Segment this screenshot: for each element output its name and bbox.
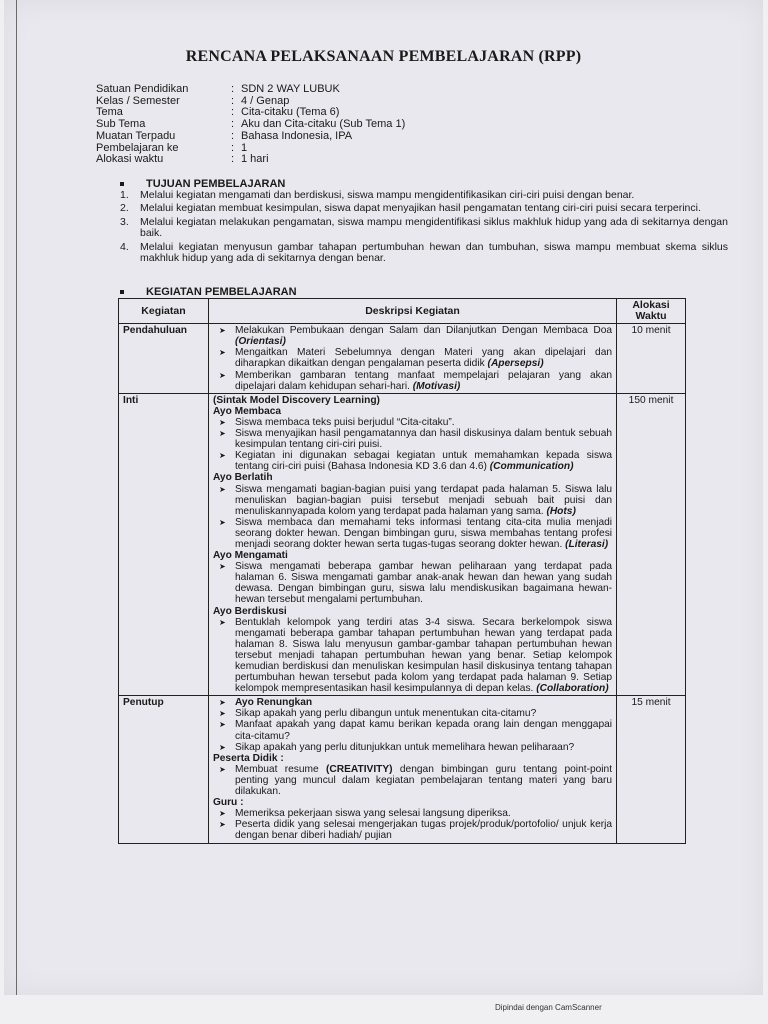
arrow-bullet-icon: ➤: [218, 348, 226, 358]
item-body: Siswa membaca dan memahami teks informasi tentang cita-cita mulia menjadi seorang dokter hewan. Dengan bimbingan guru, siswa membahas tentang profesi menjadi seorang dokter hewan serta tugas-tugas seorang dokter hewan.: [234, 516, 613, 550]
info-colon: :: [231, 129, 235, 142]
info-label: Pembelajaran ke: [96, 141, 179, 154]
list-item: [213, 808, 612, 819]
activities-heading-text: KEGIATAN PEMBELAJARAN: [146, 286, 297, 298]
activities-heading: [120, 286, 297, 298]
list-item: [213, 708, 612, 719]
phase-name: Pendahuluan: [119, 324, 209, 394]
header-kegiatan: Kegiatan: [119, 299, 209, 324]
arrow-bullet-icon: ➤: [218, 484, 226, 494]
list-item: [213, 764, 612, 797]
item-number: 4.: [120, 240, 129, 253]
item-text: [235, 450, 612, 472]
list-item: [120, 190, 728, 201]
list-item: [213, 370, 612, 392]
list-item: [120, 203, 728, 214]
item-text: [235, 561, 612, 605]
activities-table: [118, 298, 686, 844]
phase-time: 150 menit: [617, 393, 686, 696]
info-value: Bahasa Indonesia, IPA: [241, 129, 353, 142]
arrow-bullet-icon: ➤: [218, 720, 226, 730]
item-body: Peserta didik yang selesai mengerjakan tugas projek/produk/portofolio/ unjuk kerja dengan benar diberi hadiah/ pujian: [234, 819, 613, 842]
item-number: 2.: [120, 202, 129, 215]
list-item: [120, 242, 728, 265]
item-text: [235, 708, 536, 719]
item-text: [235, 428, 612, 450]
item-text: [235, 347, 612, 369]
info-label: Alokasi waktu: [96, 153, 164, 166]
item-body: Mengaitkan Materi Sebelumnya dengan Materi yang akan dipelajari dan diharapkan dikaitkan dengan pengalaman peserta didik: [234, 347, 613, 370]
item-body: Bentuklah kelompok yang terdiri atas 3-4 siswa. Secara berkelompok siswa mengamati beberapa gambar tahapan pertumbuhan hewan yang terdapat pada halaman 8. Siswa lalu menyusun gambar-gambar tahapan pertumbuhan hewan tersebut menjadi tahapan pertumbuhan hewan yang benar. Setiap kelompok kemudian berdiskusi dan menuliskan kesimpulan hasil diskusinya tentang tahapan pertumbuhan hewan tersebut pada kolom yang terdapat pada halaman 9. Setiap kelompok mempresentasikan hasil kesimpulannya di depan kelas.: [234, 616, 613, 695]
section-title: Guru :: [212, 797, 244, 809]
bullet-icon: [120, 290, 124, 294]
item-list: [213, 764, 612, 797]
info-label: Muatan Terpadu: [96, 129, 176, 142]
table-row-penutup: [119, 696, 686, 843]
objectives-heading-text: TUJUAN PEMBELAJARAN: [146, 178, 286, 190]
item-text: Melalui kegiatan membuat kesimpulan, siswa dapat menyajikan hasil pengamatan tentang ciri-ciri puisi secara terperinci.: [140, 202, 701, 215]
list-item: ➤ Ayo Renungkan: [213, 697, 612, 708]
item-body: Siswa membaca teks puisi berjudul “Cita-citaku”.: [234, 416, 455, 428]
info-colon: :: [231, 153, 235, 166]
objectives-list: [120, 190, 728, 266]
arrow-bullet-icon: ➤: [218, 617, 226, 627]
table-row-inti: [119, 393, 686, 696]
item-emphasis: (Literasi): [565, 538, 609, 550]
section-title: Ayo Mengamati: [212, 550, 288, 562]
item-body: Memberikan gambaran tentang manfaat mempelajari pelajaran yang akan dipelajari dalam kehidupan sehari-hari.: [234, 369, 613, 392]
arrow-bullet-icon: ➤: [218, 517, 226, 527]
phase-description: [208, 393, 616, 696]
arrow-bullet-icon: ➤: [218, 429, 226, 439]
phase-description: [208, 696, 616, 843]
info-value: 4 / Genap: [241, 94, 290, 107]
arrow-bullet-icon: ➤: [218, 370, 226, 380]
table-header-row: [119, 299, 686, 324]
item-list: [213, 484, 612, 551]
section-title: Ayo Berlatih: [212, 472, 273, 484]
item-text: Melalui kegiatan melakukan pengamatan, siswa mampu mengidentifikasi siklus makhluk hidup yang ada di sekitarnya dengan baik.: [140, 215, 728, 240]
item-number: 1.: [120, 189, 129, 201]
arrow-bullet-icon: ➤: [218, 709, 226, 719]
header-alokasi-waktu: Alokasi Waktu: [617, 299, 686, 324]
arrow-bullet-icon: ➤: [218, 326, 226, 336]
info-label: Kelas / Semester: [96, 94, 180, 107]
item-list: [213, 417, 612, 472]
item-emphasis: (Hots): [546, 505, 576, 517]
item-text: Melalui kegiatan mengamati dan berdiskusi, siswa mampu mengidentifikasikan ciri-ciri puisi dengan benar.: [140, 189, 635, 201]
phase-description: [208, 324, 616, 394]
list-item: [213, 819, 612, 841]
item-emphasis: (Apersepsi): [487, 358, 544, 370]
list-item: [213, 517, 612, 550]
item-text: [235, 808, 511, 819]
item-text: [235, 484, 612, 517]
scanner-watermark: Dipindai dengan CamScanner: [495, 1003, 602, 1012]
item-number: 3.: [120, 215, 129, 228]
item-text: Melalui kegiatan menyusun gambar tahapan pertumbuhan hewan dan tumbuhan, siswa mampu membuat skema siklus makhluk hidup yang ada di sekitarnya dengan benar.: [140, 240, 728, 265]
info-colon: :: [231, 141, 235, 154]
info-colon: :: [231, 106, 235, 119]
model-title: (Sintak Model Discovery Learning): [212, 394, 380, 406]
item-body: Sikap apakah yang perlu dibangun untuk menentukan cita-citamu?: [234, 708, 537, 720]
item-list: [213, 808, 612, 841]
phase-name: Inti: [119, 393, 209, 696]
list-item: [213, 719, 612, 741]
item-list: [213, 617, 612, 695]
list-item: [213, 484, 612, 517]
arrow-bullet-icon: ➤: [218, 742, 226, 752]
table-row-pendahuluan: [119, 324, 686, 394]
item-text: [235, 764, 612, 797]
item-text: [235, 370, 612, 392]
arrow-bullet-icon: ➤: [218, 809, 226, 819]
document-title: RENCANA PELAKSANAAN PEMBELAJARAN (RPP): [185, 48, 582, 65]
item-list: [213, 708, 612, 752]
item-text: [235, 417, 455, 428]
item-pre: Membuat resume: [234, 763, 326, 775]
list-item: [213, 325, 612, 347]
item-body: Siswa mengamati beberapa gambar hewan peliharaan yang terdapat pada halaman 6. Siswa mengamati gambar anak-anak hewan dan hewan yang sudah dewasa. Dengan bimbingan guru, siswa lalu mendiskusikan bagaimana hewan-hewan tersebut mengalami pertumbuhan.: [234, 561, 613, 606]
arrow-bullet-icon: ➤: [218, 820, 226, 830]
info-colon: :: [231, 118, 235, 131]
item-body: Siswa menyajikan hasil pengamatannya dan hasil diskusinya dalam bentuk sebuah kesimpulan tentang ciri-ciri puisi.: [234, 428, 613, 451]
arrow-bullet-icon: ➤: [218, 451, 226, 461]
item-list: [213, 325, 612, 392]
item-list: [213, 561, 612, 605]
list-item: [213, 428, 612, 450]
item-text: [235, 517, 612, 550]
info-value: Aku dan Cita-citaku (Sub Tema 1): [241, 118, 406, 131]
bullet-icon: [120, 182, 124, 186]
list-item: [213, 617, 612, 695]
item-text: [235, 617, 612, 695]
phase-time: 10 menit: [617, 324, 686, 394]
arrow-bullet-icon: ➤: [218, 417, 226, 427]
item-body: Kegiatan ini digunakan sebagai kegiatan untuk memahamkan kepada siswa tentang ciri-ciri puisi (Bahasa Indonesia KD 3.6 dan 4.6): [234, 450, 613, 473]
item-text: [235, 719, 612, 741]
item-body: Siswa mengamati bagian-bagian puisi yang terdapat pada halaman 5. Siswa lalu menuliskan bagian-bagian puisi tersebut menjadi sebuah bait puisi dan menuliskannyapada kolom yang terdapat pada halaman yang sama.: [234, 483, 613, 517]
identity-block: [96, 84, 405, 166]
list-item: [213, 417, 612, 428]
info-value: 1: [241, 141, 248, 154]
item-body: Memeriksa pekerjaan siswa yang selesai langsung diperiksa.: [234, 808, 511, 820]
info-value: SDN 2 WAY LUBUK: [241, 83, 340, 95]
item-emphasis: (Collaboration): [536, 683, 609, 695]
info-row: [96, 154, 405, 166]
item-emphasis: (Orientasi): [234, 336, 286, 348]
list-item: [120, 217, 728, 240]
info-row: [96, 131, 405, 143]
item-strong: (CREATIVITY): [325, 763, 393, 775]
arrow-bullet-icon: ➤: [218, 562, 226, 572]
item-emphasis: (Motivasi): [412, 380, 461, 392]
phase-name: Penutup: [119, 696, 209, 843]
header-deskripsi: Deskripsi Kegiatan: [208, 299, 616, 324]
item-body: Manfaat apakah yang dapat kamu berikan kepada orang lain dengan menggapai cita-citamu?: [234, 719, 613, 742]
info-value: 1 hari: [241, 153, 269, 166]
info-label: Tema: [96, 106, 123, 119]
item-body: Sikap apakah yang perlu ditunjukkan untuk memelihara hewan peliharaan?: [234, 741, 575, 753]
info-value: Cita-citaku (Tema 6): [241, 106, 340, 119]
info-label: Sub Tema: [96, 118, 146, 131]
list-item: [213, 347, 612, 369]
item-text: [235, 742, 574, 753]
item-text: [235, 819, 612, 841]
section-title: Ayo Membaca: [212, 405, 282, 417]
document-page: [4, 0, 763, 995]
item-body: dengan bimbingan guru tentang point-point penting yang muncul dalam kegiatan pembelajaran tentang materi yang baru dilakukan.: [234, 763, 613, 798]
list-item: [213, 561, 612, 605]
item-emphasis: (Communication): [489, 461, 574, 473]
section-title: Peserta Didik :: [212, 752, 284, 764]
arrow-bullet-icon: ➤: [218, 764, 226, 774]
section-title: Ayo Berdiskusi: [212, 605, 287, 617]
item-text: [235, 325, 612, 347]
list-item: [213, 742, 612, 753]
item-body: Melakukan Pembukaan dengan Salam dan Dilanjutkan Dengan Membaca Doa: [234, 325, 613, 337]
phase-time: 15 menit: [617, 696, 686, 843]
info-colon: :: [231, 94, 235, 107]
list-item: [213, 450, 612, 472]
info-row: [96, 84, 405, 96]
info-colon: :: [231, 83, 235, 95]
arrow-bullet-icon: ➤: [218, 698, 226, 708]
info-label: Satuan Pendidikan: [96, 83, 189, 95]
